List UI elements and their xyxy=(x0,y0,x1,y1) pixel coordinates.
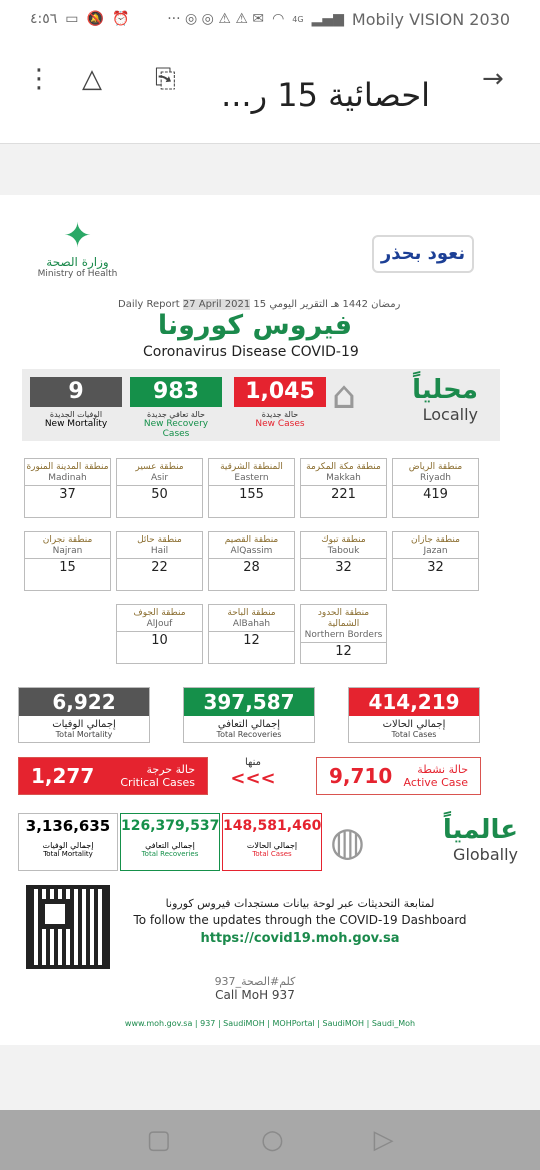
call-ar: كلم#الصحة_937 xyxy=(214,975,296,988)
region-aljouf xyxy=(116,604,203,664)
region-en: Riyadh xyxy=(419,473,451,483)
region-en: AlBahah xyxy=(232,619,271,629)
total-cases xyxy=(348,687,480,743)
region-ar: منطقة عسير xyxy=(135,462,184,472)
global-label-ar: عالمياً xyxy=(442,815,518,845)
daily-report-en: Daily Report xyxy=(118,299,180,310)
region-ar: منطقة المدينة المنورة xyxy=(26,462,109,472)
new-cases-value: 1,045 xyxy=(234,377,326,407)
region-madinah xyxy=(24,458,111,518)
region-ar: منطقة الحدود الشمالية xyxy=(317,608,370,629)
network-type: 4G xyxy=(292,14,304,24)
region-value: 37 xyxy=(25,485,110,504)
daily-report-ar: التقرير اليومي xyxy=(269,299,328,310)
status-time: ٤:٥٦ xyxy=(30,11,58,27)
campaign-text: نعود بحذر xyxy=(380,243,466,264)
global-recoveries-value: 126,379,537 xyxy=(121,818,220,834)
more-options-icon[interactable]: ⋮ xyxy=(26,64,52,94)
globe-icon: ◍ xyxy=(330,819,365,865)
region-ar: منطقة القصيم xyxy=(224,535,279,545)
region-asir xyxy=(116,458,203,518)
date-hijri: 15 رمضان 1442 هـ xyxy=(253,299,401,310)
new-mortality-value: 9 xyxy=(30,377,122,407)
new-mortality xyxy=(30,377,122,429)
region-value: 419 xyxy=(393,485,478,504)
new-mortality-ar: الوفيات الجديدة xyxy=(49,410,103,419)
region-ar: منطقة الجوف xyxy=(133,608,186,618)
region-en: Hail xyxy=(150,546,169,556)
global-cases-ar: إجمالي الحالات xyxy=(246,841,298,850)
region-ar: منطقة مكة المكرمة xyxy=(306,462,381,472)
region-en: AlQassim xyxy=(230,546,273,556)
moh-logo xyxy=(30,217,125,279)
dashboard-link[interactable]: https://covid19.moh.gov.sa xyxy=(200,931,400,946)
follow-updates xyxy=(125,897,475,946)
region-en: Eastern xyxy=(234,473,269,483)
critical-en: Critical Cases xyxy=(120,776,195,789)
region-ar: المنطقة الشرقية xyxy=(220,462,283,472)
global-mortality-value: 3,136,635 xyxy=(25,817,111,835)
critical-cases xyxy=(18,757,208,795)
wifi-icon: ◠ xyxy=(272,11,285,27)
new-cases-en: New Cases xyxy=(255,419,305,429)
global-cases-en: Total Cases xyxy=(252,850,292,858)
region-ar: منطقة الباحة xyxy=(227,608,276,618)
call-en: Call MoH 937 xyxy=(215,988,295,1002)
moh-logo-en: Ministry of Health xyxy=(37,269,118,279)
notification-icons: ··· ◎ ◎ ⚠ ⚠ ✉ xyxy=(167,11,265,27)
region-ar: منطقة جازان xyxy=(411,535,460,545)
global-recoveries-ar: إجمالي التعافي xyxy=(145,841,195,850)
document-title: احصائية 15 ر... xyxy=(221,76,430,114)
critical-ar: حالة حرجة xyxy=(146,763,195,776)
total-cases-en: Total Cases xyxy=(391,730,437,739)
region-ar: منطقة حائل xyxy=(137,535,182,545)
title-ar: فيروس كورونا xyxy=(157,310,353,341)
social-links: www.moh.gov.sa | 937 | SaudiMOH | MOHPortal | SaudiMOH | Saudi_Moh xyxy=(124,1019,416,1028)
carrier-name: Mobily VISION 2030 xyxy=(351,9,510,29)
active-en: Active Case xyxy=(403,776,468,789)
back-icon[interactable]: ▷ xyxy=(373,1125,394,1155)
region-value: 32 xyxy=(301,558,386,577)
local-stats-band xyxy=(22,369,500,441)
region-value: 50 xyxy=(117,485,202,504)
app-toolbar xyxy=(0,38,540,144)
palm-swords-icon: ✦ xyxy=(63,216,92,256)
local-label xyxy=(412,375,478,424)
region-northern-borders xyxy=(300,604,387,664)
critical-value: 1,277 xyxy=(31,764,95,788)
of-which-label: منها xyxy=(244,757,262,768)
status-bar xyxy=(0,0,540,38)
total-mortality-value: 6,922 xyxy=(19,688,149,716)
global-label xyxy=(443,815,518,864)
active-ar: حالة نشطة xyxy=(417,763,468,776)
region-jazan xyxy=(392,531,479,591)
region-tabouk xyxy=(300,531,387,591)
moh-logo-ar: وزارة الصحة xyxy=(46,255,109,269)
system-nav-bar xyxy=(0,1110,540,1170)
total-recoveries-value: 397,587 xyxy=(184,688,314,716)
region-eastern xyxy=(208,458,295,518)
region-ar: منطقة نجران xyxy=(42,535,93,545)
region-value: 28 xyxy=(209,558,294,577)
region-en: AlJouf xyxy=(146,619,173,629)
total-mortality xyxy=(18,687,150,743)
region-value: 12 xyxy=(209,631,294,650)
home-icon[interactable]: ○ xyxy=(260,1125,284,1155)
region-value: 32 xyxy=(393,558,478,577)
global-recoveries-en: Total Recoveries xyxy=(141,850,199,858)
region-en: Madinah xyxy=(48,473,87,483)
new-recovery-ar: حالة تعافي جديدة xyxy=(147,410,205,419)
follow-ar: لمتابعة التحديثات عبر لوحة بيانات مستجدات فيروس كورونا xyxy=(165,897,435,910)
region-value: 15 xyxy=(25,558,110,577)
global-mortality-ar: إجمالي الوفيات xyxy=(42,841,94,850)
region-value: 10 xyxy=(117,631,202,650)
new-cases xyxy=(234,377,326,429)
date-gregorian: 27 April 2021 xyxy=(182,299,251,310)
region-en: Asir xyxy=(150,473,169,483)
region-value: 221 xyxy=(301,485,386,504)
qr-code xyxy=(26,885,110,969)
back-arrow-icon[interactable]: → xyxy=(482,64,504,94)
global-cases xyxy=(222,813,322,871)
region-najran xyxy=(24,531,111,591)
new-recovery xyxy=(130,377,222,439)
search-doc-icon[interactable]: ⎘ xyxy=(155,64,176,94)
region-ar: منطقة الرياض xyxy=(408,462,463,472)
of-which-arrow xyxy=(228,757,278,789)
global-label-en: Globally xyxy=(453,845,518,864)
region-hail xyxy=(116,531,203,591)
saudi-map-icon: ⌂ xyxy=(332,373,357,417)
drive-add-icon[interactable]: △ xyxy=(82,64,102,94)
title-en: Coronavirus Disease COVID-19 xyxy=(143,344,359,360)
left-arrows-icon: <<< xyxy=(230,768,276,789)
total-mortality-ar: إجمالي الوفيات xyxy=(52,719,116,730)
region-alqassim xyxy=(208,531,295,591)
total-recoveries xyxy=(183,687,315,743)
region-en: Jazan xyxy=(423,546,448,556)
call-moh xyxy=(190,975,320,1002)
global-cases-value: 148,581,460 xyxy=(223,818,322,834)
region-en: Tabouk xyxy=(327,546,360,556)
report-image xyxy=(0,195,540,1045)
new-cases-ar: حالة جديدة xyxy=(261,410,299,419)
region-ar: منطقة تبوك xyxy=(321,535,366,545)
signal-icon: ▂▄▆ xyxy=(311,11,344,27)
region-value: 12 xyxy=(301,642,386,661)
region-en: Northern Borders xyxy=(304,630,383,640)
total-cases-ar: إجمالي الحالات xyxy=(382,719,446,730)
region-albahah xyxy=(208,604,295,664)
region-value: 22 xyxy=(117,558,202,577)
region-riyadh xyxy=(392,458,479,518)
report-date-line xyxy=(118,299,418,310)
total-mortality-en: Total Mortality xyxy=(55,730,113,739)
new-recovery-en: New Recovery Cases xyxy=(143,419,209,439)
region-value: 155 xyxy=(209,485,294,504)
total-recoveries-en: Total Recoveries xyxy=(216,730,282,739)
region-makkah xyxy=(300,458,387,518)
follow-en: To follow the updates through the COVID-19 Dashboard xyxy=(133,913,467,927)
total-recoveries-ar: إجمالي التعافي xyxy=(217,719,281,730)
new-recovery-value: 983 xyxy=(130,377,222,407)
global-mortality xyxy=(18,813,118,871)
active-value: 9,710 xyxy=(329,764,393,788)
global-recoveries xyxy=(120,813,220,871)
region-en: Najran xyxy=(52,546,83,556)
global-mortality-en: Total Mortality xyxy=(43,850,93,858)
total-cases-value: 414,219 xyxy=(349,688,479,716)
alarm-icon: ⏰ xyxy=(111,11,130,27)
region-en: Makkah xyxy=(326,473,361,483)
new-mortality-en: New Mortality xyxy=(44,419,108,429)
local-label-ar: محلياً xyxy=(412,375,478,405)
local-label-en: Locally xyxy=(422,405,478,424)
campaign-logo xyxy=(372,235,474,273)
active-cases xyxy=(316,757,481,795)
mute-icon: 🔕 xyxy=(86,11,104,27)
battery-icon: ▭ xyxy=(65,11,79,27)
recents-icon[interactable]: ▢ xyxy=(146,1125,171,1155)
